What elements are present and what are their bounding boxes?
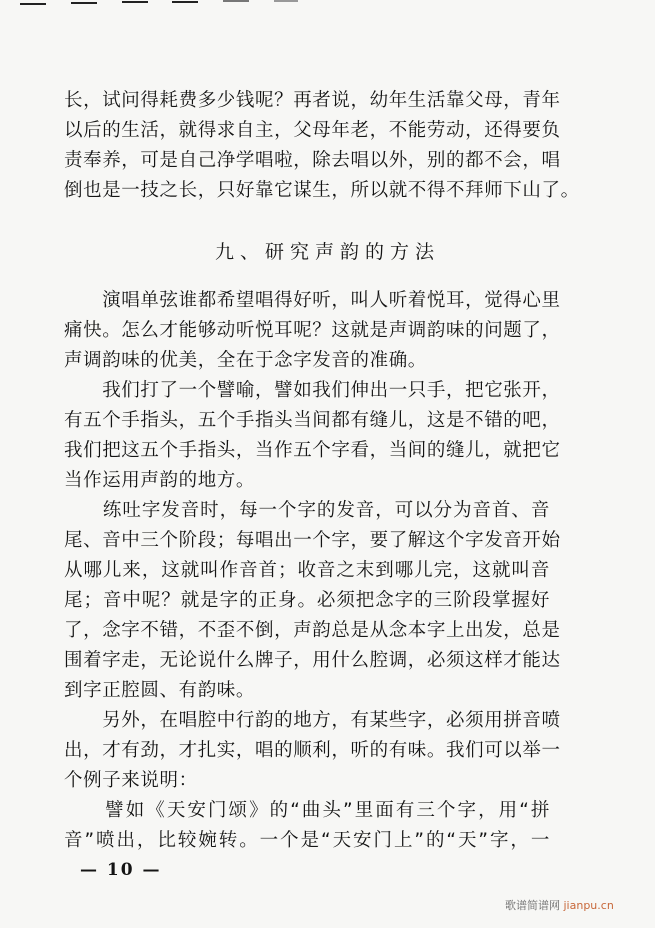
top-edge-marks: [0, 0, 320, 8]
text-line: 声调韵味的优美，全在于念字发音的准确。: [64, 350, 427, 371]
text-line: 出，才有劲，才扎实，唱的顺利，听的有味。我们可以举一: [64, 740, 561, 761]
edge-mark: [223, 0, 249, 2]
edge-mark: [172, 1, 198, 3]
text-line: 到字正腔圆、有韵味。: [64, 680, 256, 701]
text-line: 我们打了一个譬喻，譬如我们伸出一只手，把它张开，: [64, 380, 561, 401]
text-line: 以后的生活，就得求自主，父母年老，不能劳动，还得要负: [64, 120, 561, 141]
edge-mark: [274, 0, 298, 2]
text-line: 音”喷出，比较婉转。一个是“天安门上”的“天”字，一: [64, 830, 550, 851]
text-line: 练吐字发音时，每一个字的发音，可以分为音首、音: [64, 500, 550, 521]
section-heading: 九、研究声韵的方法: [214, 241, 440, 263]
text-line: 我们把这五个手指头，当作五个字看，当间的缝儿，就把它: [64, 440, 561, 461]
text-line: 尾、音中三个阶段；每唱出一个字，要了解这个字发音开始: [64, 530, 561, 551]
text-line: 责奉养，可是自己净学唱啦，除去唱以外，别的都不会，唱: [64, 150, 561, 171]
watermark: [505, 897, 614, 913]
text-line: 演唱单弦谁都希望唱得好听，叫人听着悦耳，觉得心里: [64, 290, 561, 311]
text-line: 譬如《天安门颂》的“曲头”里面有三个字，用“拼: [64, 800, 550, 821]
text-line: 另外，在唱腔中行韵的地方，有某些字，必须用拼音喷: [64, 710, 561, 731]
text-line: 尾；音中呢？就是字的正身。必须把念字的三阶段掌握好: [64, 590, 550, 611]
text-line: 当作运用声韵的地方。: [64, 470, 256, 491]
edge-mark: [20, 3, 46, 5]
text-line: 痛快。怎么才能够动听悦耳呢？这就是声调韵味的问题了，: [64, 320, 561, 341]
text-line: 长，试问得耗费多少钱呢？再者说，幼年生活靠父母，青年: [64, 90, 561, 111]
page-number: — 10 —: [80, 860, 162, 880]
text-line: 围着字走，无论说什么牌子，用什么腔调，必须这样才能达: [64, 650, 561, 671]
edge-mark: [122, 1, 148, 3]
text-line: 从哪儿来，这就叫作音首；收音之末到哪儿完，这就叫音: [64, 560, 550, 581]
text-line: 有五个手指头，五个手指头当间都有缝儿，这是不错的吧，: [64, 410, 561, 431]
watermark-url: jianpu.cn: [563, 899, 614, 912]
watermark-site-name: 歌谱简谱网: [505, 899, 560, 912]
text-line: 了，念字不错，不歪不倒，声韵总是从念本字上出发，总是: [64, 620, 561, 641]
text-line: 个例子来说明：: [64, 770, 198, 791]
edge-mark: [71, 2, 97, 4]
text-line: 倒也是一技之长，只好靠它谋生，所以就不得不拜师下山了。: [64, 180, 580, 201]
